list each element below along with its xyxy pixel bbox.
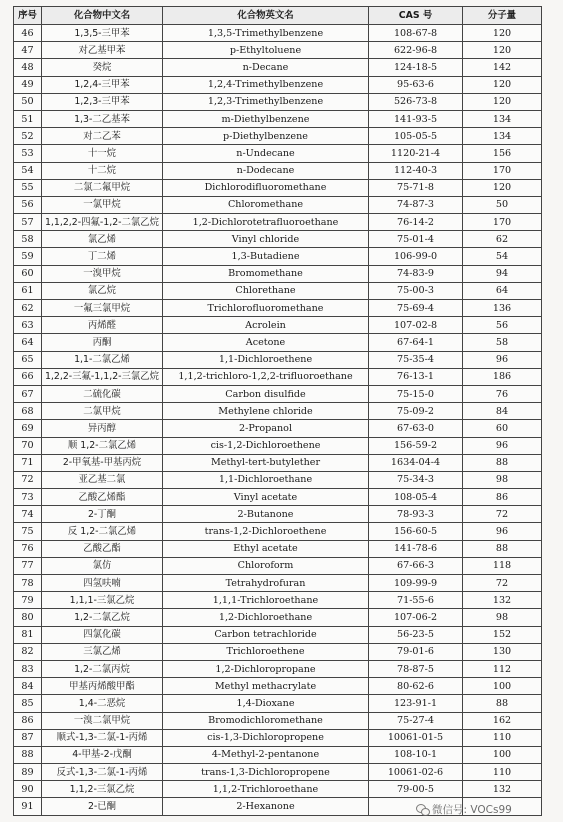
- table-row: [14, 420, 542, 437]
- cas-number-cell: 75-15-0: [369, 385, 463, 402]
- english-name-cell: 1,3,5-Trimethylbenzene: [163, 25, 369, 42]
- chinese-name-cell: 一溴甲烷: [42, 265, 163, 282]
- chinese-name-cell: 一氟三氯甲烷: [42, 300, 163, 317]
- english-name-cell: 1,2,3-Trimethylbenzene: [163, 93, 369, 110]
- english-name-cell: n-Dodecane: [163, 162, 369, 179]
- chinese-name-cell: 亚乙基二氯: [42, 471, 163, 488]
- molecular-weight-cell: 94: [463, 265, 542, 282]
- english-name-cell: Methyl-tert-butylether: [163, 454, 369, 471]
- molecular-weight-cell: 98: [463, 471, 542, 488]
- chinese-name-cell: 1,2-二氯乙烷: [42, 609, 163, 626]
- english-name-cell: Methylene chloride: [163, 403, 369, 420]
- chinese-name-cell: 丙烯醛: [42, 317, 163, 334]
- table-row: [14, 557, 542, 574]
- molecular-weight-cell: 120: [463, 25, 542, 42]
- row-index-cell: 54: [14, 162, 42, 179]
- row-index-cell: 50: [14, 93, 42, 110]
- table-row: [14, 248, 542, 265]
- chinese-name-cell: 丙酮: [42, 334, 163, 351]
- cas-number-cell: 622-96-8: [369, 42, 463, 59]
- table-row: [14, 729, 542, 746]
- molecular-weight-cell: 170: [463, 214, 542, 231]
- table-row: [14, 781, 542, 798]
- chinese-name-cell: 氯乙烷: [42, 282, 163, 299]
- row-index-cell: 49: [14, 76, 42, 93]
- row-index-cell: 90: [14, 781, 42, 798]
- english-name-cell: 1,1,2-Trichloroethane: [163, 781, 369, 798]
- english-name-cell: 1,1-Dichloroethane: [163, 471, 369, 488]
- row-index-cell: 66: [14, 368, 42, 385]
- table-row: [14, 317, 542, 334]
- table-row: [14, 196, 542, 213]
- english-name-cell: 1,1,1-Trichloroethane: [163, 592, 369, 609]
- table-body: [14, 25, 542, 816]
- english-name-cell: Vinyl acetate: [163, 489, 369, 506]
- english-name-cell: 1,2-Dichloroethane: [163, 609, 369, 626]
- chinese-name-cell: 对二乙苯: [42, 128, 163, 145]
- wechat-watermark: [416, 802, 512, 817]
- table-row: [14, 437, 542, 454]
- row-index-cell: 84: [14, 678, 42, 695]
- molecular-weight-cell: 84: [463, 403, 542, 420]
- english-name-cell: Ethyl acetate: [163, 540, 369, 557]
- table-row: [14, 540, 542, 557]
- english-name-cell: cis-1,3-Dichloropropene: [163, 729, 369, 746]
- molecular-weight-cell: 98: [463, 609, 542, 626]
- chinese-name-cell: 对乙基甲苯: [42, 42, 163, 59]
- molecular-weight-cell: 142: [463, 59, 542, 76]
- molecular-weight-cell: 120: [463, 179, 542, 196]
- row-index-cell: 47: [14, 42, 42, 59]
- english-name-cell: m-Diethylbenzene: [163, 110, 369, 127]
- table-row: [14, 25, 542, 42]
- table-row: [14, 764, 542, 781]
- cas-number-cell: 105-05-5: [369, 128, 463, 145]
- chinese-name-cell: 四氯化碳: [42, 626, 163, 643]
- table-row: [14, 59, 542, 76]
- english-name-cell: p-Ethyltoluene: [163, 42, 369, 59]
- table-row: [14, 110, 542, 127]
- row-index-cell: 75: [14, 523, 42, 540]
- molecular-weight-cell: 100: [463, 678, 542, 695]
- chinese-name-cell: 2-丁酮: [42, 506, 163, 523]
- table-row: [14, 351, 542, 368]
- chinese-name-cell: 1,2,3-三甲苯: [42, 93, 163, 110]
- row-index-cell: 79: [14, 592, 42, 609]
- row-index-cell: 48: [14, 59, 42, 76]
- molecular-weight-cell: 76: [463, 385, 542, 402]
- molecular-weight-cell: 112: [463, 660, 542, 677]
- molecular-weight-cell: 86: [463, 489, 542, 506]
- cas-number-cell: 75-00-3: [369, 282, 463, 299]
- cas-number-cell: 75-35-4: [369, 351, 463, 368]
- chinese-name-cell: 一氯甲烷: [42, 196, 163, 213]
- cas-number-cell: 75-09-2: [369, 403, 463, 420]
- cas-number-cell: 109-99-9: [369, 575, 463, 592]
- cas-number-cell: 124-18-5: [369, 59, 463, 76]
- english-name-cell: 1,1,2-trichloro-1,2,2-trifluoroethane: [163, 368, 369, 385]
- english-name-cell: cis-1,2-Dichloroethene: [163, 437, 369, 454]
- header-chinese-name: 化合物中文名: [42, 7, 163, 25]
- table-row: [14, 678, 542, 695]
- row-index-cell: 53: [14, 145, 42, 162]
- table-row: [14, 214, 542, 231]
- molecular-weight-cell: 162: [463, 712, 542, 729]
- molecular-weight-cell: 120: [463, 76, 542, 93]
- table-row: [14, 695, 542, 712]
- cas-number-cell: 78-93-3: [369, 506, 463, 523]
- molecular-weight-cell: 130: [463, 643, 542, 660]
- molecular-weight-cell: 62: [463, 231, 542, 248]
- english-name-cell: n-Undecane: [163, 145, 369, 162]
- row-index-cell: 63: [14, 317, 42, 334]
- row-index-cell: 87: [14, 729, 42, 746]
- chinese-name-cell: 四氢呋喃: [42, 575, 163, 592]
- molecular-weight-cell: 136: [463, 300, 542, 317]
- molecular-weight-cell: 110: [463, 764, 542, 781]
- table-row: [14, 145, 542, 162]
- english-name-cell: 2-Butanone: [163, 506, 369, 523]
- row-index-cell: 65: [14, 351, 42, 368]
- row-index-cell: 76: [14, 540, 42, 557]
- table-row: [14, 265, 542, 282]
- molecular-weight-cell: 134: [463, 110, 542, 127]
- cas-number-cell: 10061-02-6: [369, 764, 463, 781]
- english-name-cell: Chlorethane: [163, 282, 369, 299]
- table-header-row: [14, 7, 542, 25]
- cas-number-cell: 75-34-3: [369, 471, 463, 488]
- table-row: [14, 368, 542, 385]
- header-molecular-weight: 分子量: [463, 7, 542, 25]
- cas-number-cell: 156-59-2: [369, 437, 463, 454]
- chinese-name-cell: 二硫化碳: [42, 385, 163, 402]
- molecular-weight-cell: 110: [463, 729, 542, 746]
- english-name-cell: Chloroform: [163, 557, 369, 574]
- cas-number-cell: 112-40-3: [369, 162, 463, 179]
- chinese-name-cell: 1,3-二乙基苯: [42, 110, 163, 127]
- table-row: [14, 471, 542, 488]
- chinese-name-cell: 十二烷: [42, 162, 163, 179]
- header-index: 序号: [14, 7, 42, 25]
- cas-number-cell: 67-63-0: [369, 420, 463, 437]
- row-index-cell: 80: [14, 609, 42, 626]
- row-index-cell: 61: [14, 282, 42, 299]
- english-name-cell: Vinyl chloride: [163, 231, 369, 248]
- chinese-name-cell: 氯仿: [42, 557, 163, 574]
- table-row: [14, 506, 542, 523]
- row-index-cell: 60: [14, 265, 42, 282]
- table-row: [14, 575, 542, 592]
- molecular-weight-cell: 134: [463, 128, 542, 145]
- chinese-name-cell: 顺 1,2-二氯乙烯: [42, 437, 163, 454]
- row-index-cell: 85: [14, 695, 42, 712]
- chinese-name-cell: 乙酸乙酯: [42, 540, 163, 557]
- chinese-name-cell: 1,1,2-三氯乙烷: [42, 781, 163, 798]
- english-name-cell: Acrolein: [163, 317, 369, 334]
- molecular-weight-cell: 156: [463, 145, 542, 162]
- molecular-weight-cell: 100: [463, 746, 542, 763]
- cas-number-cell: 1634-04-4: [369, 454, 463, 471]
- cas-number-cell: 526-73-8: [369, 93, 463, 110]
- chinese-name-cell: 十一烷: [42, 145, 163, 162]
- chinese-name-cell: 2-甲氧基-甲基丙烷: [42, 454, 163, 471]
- table-row: [14, 712, 542, 729]
- table-row: [14, 746, 542, 763]
- chinese-name-cell: 4-甲基-2-戊酮: [42, 746, 163, 763]
- english-name-cell: trans-1,3-Dichloropropene: [163, 764, 369, 781]
- watermark-text: 微信号: VOCs99: [432, 804, 512, 816]
- chinese-name-cell: 反式-1,3-二氯-1-丙烯: [42, 764, 163, 781]
- molecular-weight-cell: 96: [463, 351, 542, 368]
- row-index-cell: 64: [14, 334, 42, 351]
- cas-number-cell: 95-63-6: [369, 76, 463, 93]
- table-row: [14, 385, 542, 402]
- molecular-weight-cell: 50: [463, 196, 542, 213]
- english-name-cell: Chloromethane: [163, 196, 369, 213]
- row-index-cell: 74: [14, 506, 42, 523]
- cas-number-cell: 75-69-4: [369, 300, 463, 317]
- wechat-logo-icon: [416, 804, 429, 815]
- english-name-cell: 1,2,4-Trimethylbenzene: [163, 76, 369, 93]
- table-row: [14, 592, 542, 609]
- chinese-name-cell: 1,2,2-三氟-1,1,2-三氯乙烷: [42, 368, 163, 385]
- table-row: [14, 93, 542, 110]
- chinese-name-cell: 二氯二氟甲烷: [42, 179, 163, 196]
- row-index-cell: 91: [14, 798, 42, 815]
- molecular-weight-cell: 58: [463, 334, 542, 351]
- chinese-name-cell: 顺式-1,3-二氯-1-丙烯: [42, 729, 163, 746]
- chinese-name-cell: 1,1,2,2-四氟-1,2-二氯乙烷: [42, 214, 163, 231]
- cas-number-cell: 56-23-5: [369, 626, 463, 643]
- english-name-cell: Carbon disulfide: [163, 385, 369, 402]
- row-index-cell: 56: [14, 196, 42, 213]
- molecular-weight-cell: 118: [463, 557, 542, 574]
- row-index-cell: 70: [14, 437, 42, 454]
- table-row: [14, 523, 542, 540]
- row-index-cell: 62: [14, 300, 42, 317]
- row-index-cell: 55: [14, 179, 42, 196]
- table-row: [14, 300, 542, 317]
- row-index-cell: 59: [14, 248, 42, 265]
- cas-number-cell: 75-01-4: [369, 231, 463, 248]
- chinese-name-cell: 2-已酮: [42, 798, 163, 815]
- molecular-weight-cell: 88: [463, 454, 542, 471]
- english-name-cell: 1,3-Butadiene: [163, 248, 369, 265]
- chinese-name-cell: 1,1,1-三氯乙烷: [42, 592, 163, 609]
- table-row: [14, 489, 542, 506]
- table-row: [14, 334, 542, 351]
- english-name-cell: 1,2-Dichloropropane: [163, 660, 369, 677]
- english-name-cell: 2-Hexanone: [163, 798, 369, 815]
- english-name-cell: p-Diethylbenzene: [163, 128, 369, 145]
- cas-number-cell: 79-00-5: [369, 781, 463, 798]
- header-english-name: 化合物英文名: [163, 7, 369, 25]
- molecular-weight-cell: 96: [463, 437, 542, 454]
- molecular-weight-cell: 96: [463, 523, 542, 540]
- english-name-cell: 4-Methyl-2-pentanone: [163, 746, 369, 763]
- chinese-name-cell: 反 1,2-二氯乙烯: [42, 523, 163, 540]
- cas-number-cell: 78-87-5: [369, 660, 463, 677]
- cas-number-cell: 123-91-1: [369, 695, 463, 712]
- cas-number-cell: 141-93-5: [369, 110, 463, 127]
- row-index-cell: 81: [14, 626, 42, 643]
- english-name-cell: Trichloroethene: [163, 643, 369, 660]
- table-row: [14, 282, 542, 299]
- row-index-cell: 71: [14, 454, 42, 471]
- row-index-cell: 72: [14, 471, 42, 488]
- cas-number-cell: 141-78-6: [369, 540, 463, 557]
- chinese-name-cell: 一溴二氯甲烷: [42, 712, 163, 729]
- chinese-name-cell: 氯乙烯: [42, 231, 163, 248]
- row-index-cell: 89: [14, 764, 42, 781]
- row-index-cell: 67: [14, 385, 42, 402]
- table-row: [14, 454, 542, 471]
- english-name-cell: 1,2-Dichlorotetrafluoroethane: [163, 214, 369, 231]
- row-index-cell: 52: [14, 128, 42, 145]
- molecular-weight-cell: 54: [463, 248, 542, 265]
- row-index-cell: 73: [14, 489, 42, 506]
- english-name-cell: 1,1-Dichloroethene: [163, 351, 369, 368]
- cas-number-cell: 107-02-8: [369, 317, 463, 334]
- row-index-cell: 88: [14, 746, 42, 763]
- table-row: [14, 643, 542, 660]
- table-row: [14, 660, 542, 677]
- table-row: [14, 403, 542, 420]
- molecular-weight-cell: 170: [463, 162, 542, 179]
- table-row: [14, 609, 542, 626]
- cas-number-cell: 108-67-8: [369, 25, 463, 42]
- table-row: [14, 42, 542, 59]
- chinese-name-cell: 1,3,5-三甲苯: [42, 25, 163, 42]
- row-index-cell: 57: [14, 214, 42, 231]
- english-name-cell: Tetrahydrofuran: [163, 575, 369, 592]
- row-index-cell: 51: [14, 110, 42, 127]
- chinese-name-cell: 乙酸乙烯酯: [42, 489, 163, 506]
- chinese-name-cell: 异丙醇: [42, 420, 163, 437]
- row-index-cell: 77: [14, 557, 42, 574]
- table-row: [14, 162, 542, 179]
- english-name-cell: n-Decane: [163, 59, 369, 76]
- molecular-weight-cell: 72: [463, 506, 542, 523]
- cas-number-cell: 108-05-4: [369, 489, 463, 506]
- molecular-weight-cell: 60: [463, 420, 542, 437]
- chinese-name-cell: 1,4-二恶烷: [42, 695, 163, 712]
- english-name-cell: Carbon tetrachloride: [163, 626, 369, 643]
- molecular-weight-cell: 120: [463, 42, 542, 59]
- cas-number-cell: 67-64-1: [369, 334, 463, 351]
- cas-number-cell: 107-06-2: [369, 609, 463, 626]
- cas-number-cell: 74-87-3: [369, 196, 463, 213]
- english-name-cell: Bromomethane: [163, 265, 369, 282]
- molecular-weight-cell: 88: [463, 540, 542, 557]
- cas-number-cell: 67-66-3: [369, 557, 463, 574]
- molecular-weight-cell: 132: [463, 781, 542, 798]
- table-row: [14, 128, 542, 145]
- english-name-cell: 1,4-Dioxane: [163, 695, 369, 712]
- cas-number-cell: 1120-21-4: [369, 145, 463, 162]
- chinese-name-cell: 癸烷: [42, 59, 163, 76]
- english-name-cell: Methyl methacrylate: [163, 678, 369, 695]
- cas-number-cell: 75-27-4: [369, 712, 463, 729]
- row-index-cell: 58: [14, 231, 42, 248]
- english-name-cell: Trichlorofluoromethane: [163, 300, 369, 317]
- molecular-weight-cell: 120: [463, 93, 542, 110]
- cas-number-cell: 75-71-8: [369, 179, 463, 196]
- cas-number-cell: 79-01-6: [369, 643, 463, 660]
- table-row: [14, 76, 542, 93]
- molecular-weight-cell: 152: [463, 626, 542, 643]
- chinese-name-cell: 甲基丙烯酸甲酯: [42, 678, 163, 695]
- cas-number-cell: 108-10-1: [369, 746, 463, 763]
- cas-number-cell: 74-83-9: [369, 265, 463, 282]
- compound-table-sheet: [13, 6, 541, 816]
- molecular-weight-cell: 132: [463, 592, 542, 609]
- chinese-name-cell: 二氯甲烷: [42, 403, 163, 420]
- molecular-weight-cell: 72: [463, 575, 542, 592]
- chinese-name-cell: 1,2,4-三甲苯: [42, 76, 163, 93]
- table-row: [14, 626, 542, 643]
- cas-number-cell: 80-62-6: [369, 678, 463, 695]
- cas-number-cell: 76-14-2: [369, 214, 463, 231]
- row-index-cell: 83: [14, 660, 42, 677]
- english-name-cell: Dichlorodifluoromethane: [163, 179, 369, 196]
- row-index-cell: 68: [14, 403, 42, 420]
- english-name-cell: Acetone: [163, 334, 369, 351]
- cas-number-cell: 71-55-6: [369, 592, 463, 609]
- row-index-cell: 78: [14, 575, 42, 592]
- molecular-weight-cell: 56: [463, 317, 542, 334]
- chinese-name-cell: 三氯乙烯: [42, 643, 163, 660]
- molecular-weight-cell: 64: [463, 282, 542, 299]
- table-row: [14, 179, 542, 196]
- cas-number-cell: 76-13-1: [369, 368, 463, 385]
- english-name-cell: 2-Propanol: [163, 420, 369, 437]
- compound-table: [13, 6, 542, 816]
- row-index-cell: 86: [14, 712, 42, 729]
- row-index-cell: 82: [14, 643, 42, 660]
- molecular-weight-cell: 88: [463, 695, 542, 712]
- molecular-weight-cell: 186: [463, 368, 542, 385]
- english-name-cell: trans-1,2-Dichloroethene: [163, 523, 369, 540]
- chinese-name-cell: 1,2-二氯丙烷: [42, 660, 163, 677]
- cas-number-cell: 156-60-5: [369, 523, 463, 540]
- chinese-name-cell: 丁二烯: [42, 248, 163, 265]
- table-row: [14, 231, 542, 248]
- cas-number-cell: 10061-01-5: [369, 729, 463, 746]
- row-index-cell: 69: [14, 420, 42, 437]
- row-index-cell: 46: [14, 25, 42, 42]
- cas-number-cell: 106-99-0: [369, 248, 463, 265]
- header-cas-number: CAS 号: [369, 7, 463, 25]
- chinese-name-cell: 1,1-二氯乙烯: [42, 351, 163, 368]
- english-name-cell: Bromodichloromethane: [163, 712, 369, 729]
